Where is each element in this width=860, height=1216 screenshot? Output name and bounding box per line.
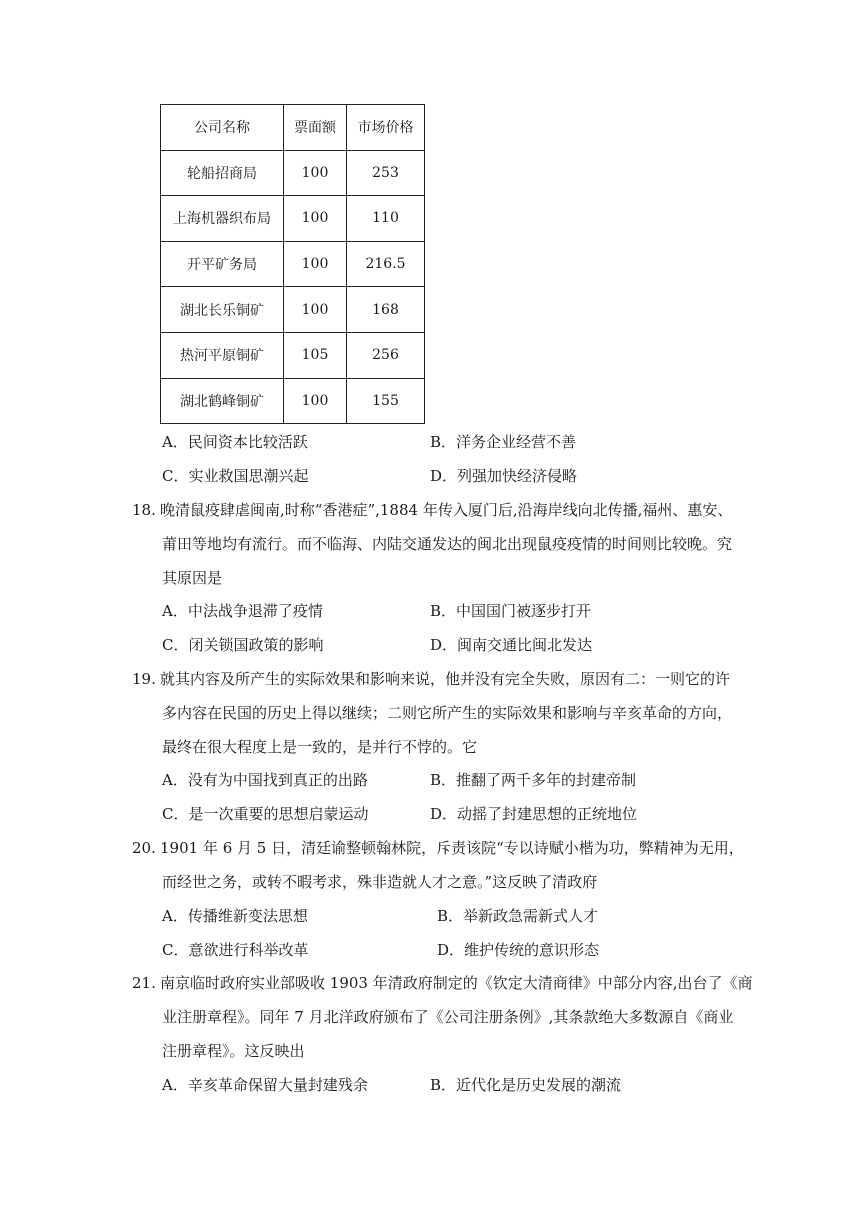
q19-option-c: C．是一次重要的思想启蒙运动 [162,805,369,823]
table-cell: 100 [284,287,347,333]
q20-option-a: A．传播维新变法思想 [162,907,308,925]
q20-stem-line-2: 而经世之务，或转不暇考求，殊非造就人才之意。”这反映了清政府 [162,873,598,891]
q18-stem-line-1: 18. 晚清鼠疫肆虐闽南,时称“香港症”,1884 年传入厦门后,沿海岸线向北传播,福州、惠安、 [132,501,733,519]
table-cell: 110 [347,196,425,242]
table-cell: 热河平原铜矿 [161,332,284,378]
q21-stem-line-3: 注册章程》。这反映出 [162,1042,305,1060]
q19-stem-line-2: 多内容在民国的历史上得以继续；二则它所产生的实际效果和影响与辛亥革命的方向， [162,704,733,722]
table-row [161,196,425,242]
table-cell: 216.5 [347,241,425,287]
table-cell: 100 [284,241,347,287]
table-row [161,287,425,333]
q19-option-d: D．动摇了封建思想的正统地位 [430,805,638,823]
table-row [161,241,425,287]
table-row [161,378,425,424]
header-face-value: 票面额 [284,105,347,151]
table-cell: 轮船招商局 [161,150,284,196]
q18-option-c: C．闭关锁国政策的影响 [162,636,324,654]
table-cell: 开平矿务局 [161,241,284,287]
table-cell: 256 [347,332,425,378]
q19-stem-line-1: 19. 就其内容及所产生的实际效果和影响来说，他并没有完全失败，原因有二：一则它的许 [132,670,731,688]
table-cell: 上海机器织布局 [161,196,284,242]
q20-option-d: D．维护传统的意识形态 [437,941,600,959]
q18-stem-line-3: 其原因是 [162,569,223,587]
q18-stem-line-2: 莆田等地均有流行。而不临海、内陆交通发达的闽北出现鼠疫疫情的时间则比较晚。究 [162,535,733,553]
q17-option-d: D．列强加快经济侵略 [430,467,578,485]
q19-option-a: A．没有为中国找到真正的出路 [162,771,368,789]
table-cell: 湖北长乐铜矿 [161,287,284,333]
q18-option-a: A．中法战争退滞了疫情 [162,602,323,620]
q20-stem-line-1: 20. 1901 年 6 月 5 日，清廷谕整顿翰林院，斥责该院“专以诗赋小楷为功，弊精神为无用， [132,839,744,857]
q17-option-a: A．民间资本比较活跃 [162,433,308,451]
stock-price-table [160,104,425,424]
table-header-row [161,105,425,151]
question-number: 20. [132,839,156,857]
header-market-price: 市场价格 [347,105,425,151]
table-cell: 155 [347,378,425,424]
question-number: 21. [132,974,156,992]
table-cell: 100 [284,150,347,196]
q17-option-c: C．实业救国思潮兴起 [162,467,309,485]
table-row [161,150,425,196]
table-cell: 253 [347,150,425,196]
table-cell: 168 [347,287,425,333]
question-number: 19. [132,670,156,688]
table-cell: 100 [284,196,347,242]
table-cell: 105 [284,332,347,378]
q21-stem-line-2: 业注册章程》。同年 7 月北洋政府颁布了《公司注册条例》,其条款绝大多数源自《商业 [162,1008,734,1026]
q20-option-c: C．意欲进行科举改革 [162,941,309,959]
header-company-name: 公司名称 [161,105,284,151]
q17-option-b: B．洋务企业经营不善 [430,433,577,451]
table-cell: 湖北鹤峰铜矿 [161,378,284,424]
q18-option-b: B．中国国门被逐步打开 [430,602,592,620]
table-row [161,332,425,378]
q19-stem-line-3: 最终在很大程度上是一致的，是并行不悖的。它 [162,738,478,756]
question-number: 18. [132,501,156,519]
q21-option-a: A．辛亥革命保留大量封建残余 [162,1076,368,1094]
q21-stem-line-1: 21. 南京临时政府实业部吸收 1903 年清政府制定的《钦定大清商律》中部分内容,出台了《商 [132,974,753,992]
q19-option-b: B．推翻了两千多年的封建帝制 [430,771,637,789]
table-cell: 100 [284,378,347,424]
q20-option-b: B．举新政急需新式人才 [437,907,599,925]
q18-option-d: D．闽南交通比闽北发达 [430,636,593,654]
q21-option-b: B．近代化是历史发展的潮流 [430,1076,622,1094]
